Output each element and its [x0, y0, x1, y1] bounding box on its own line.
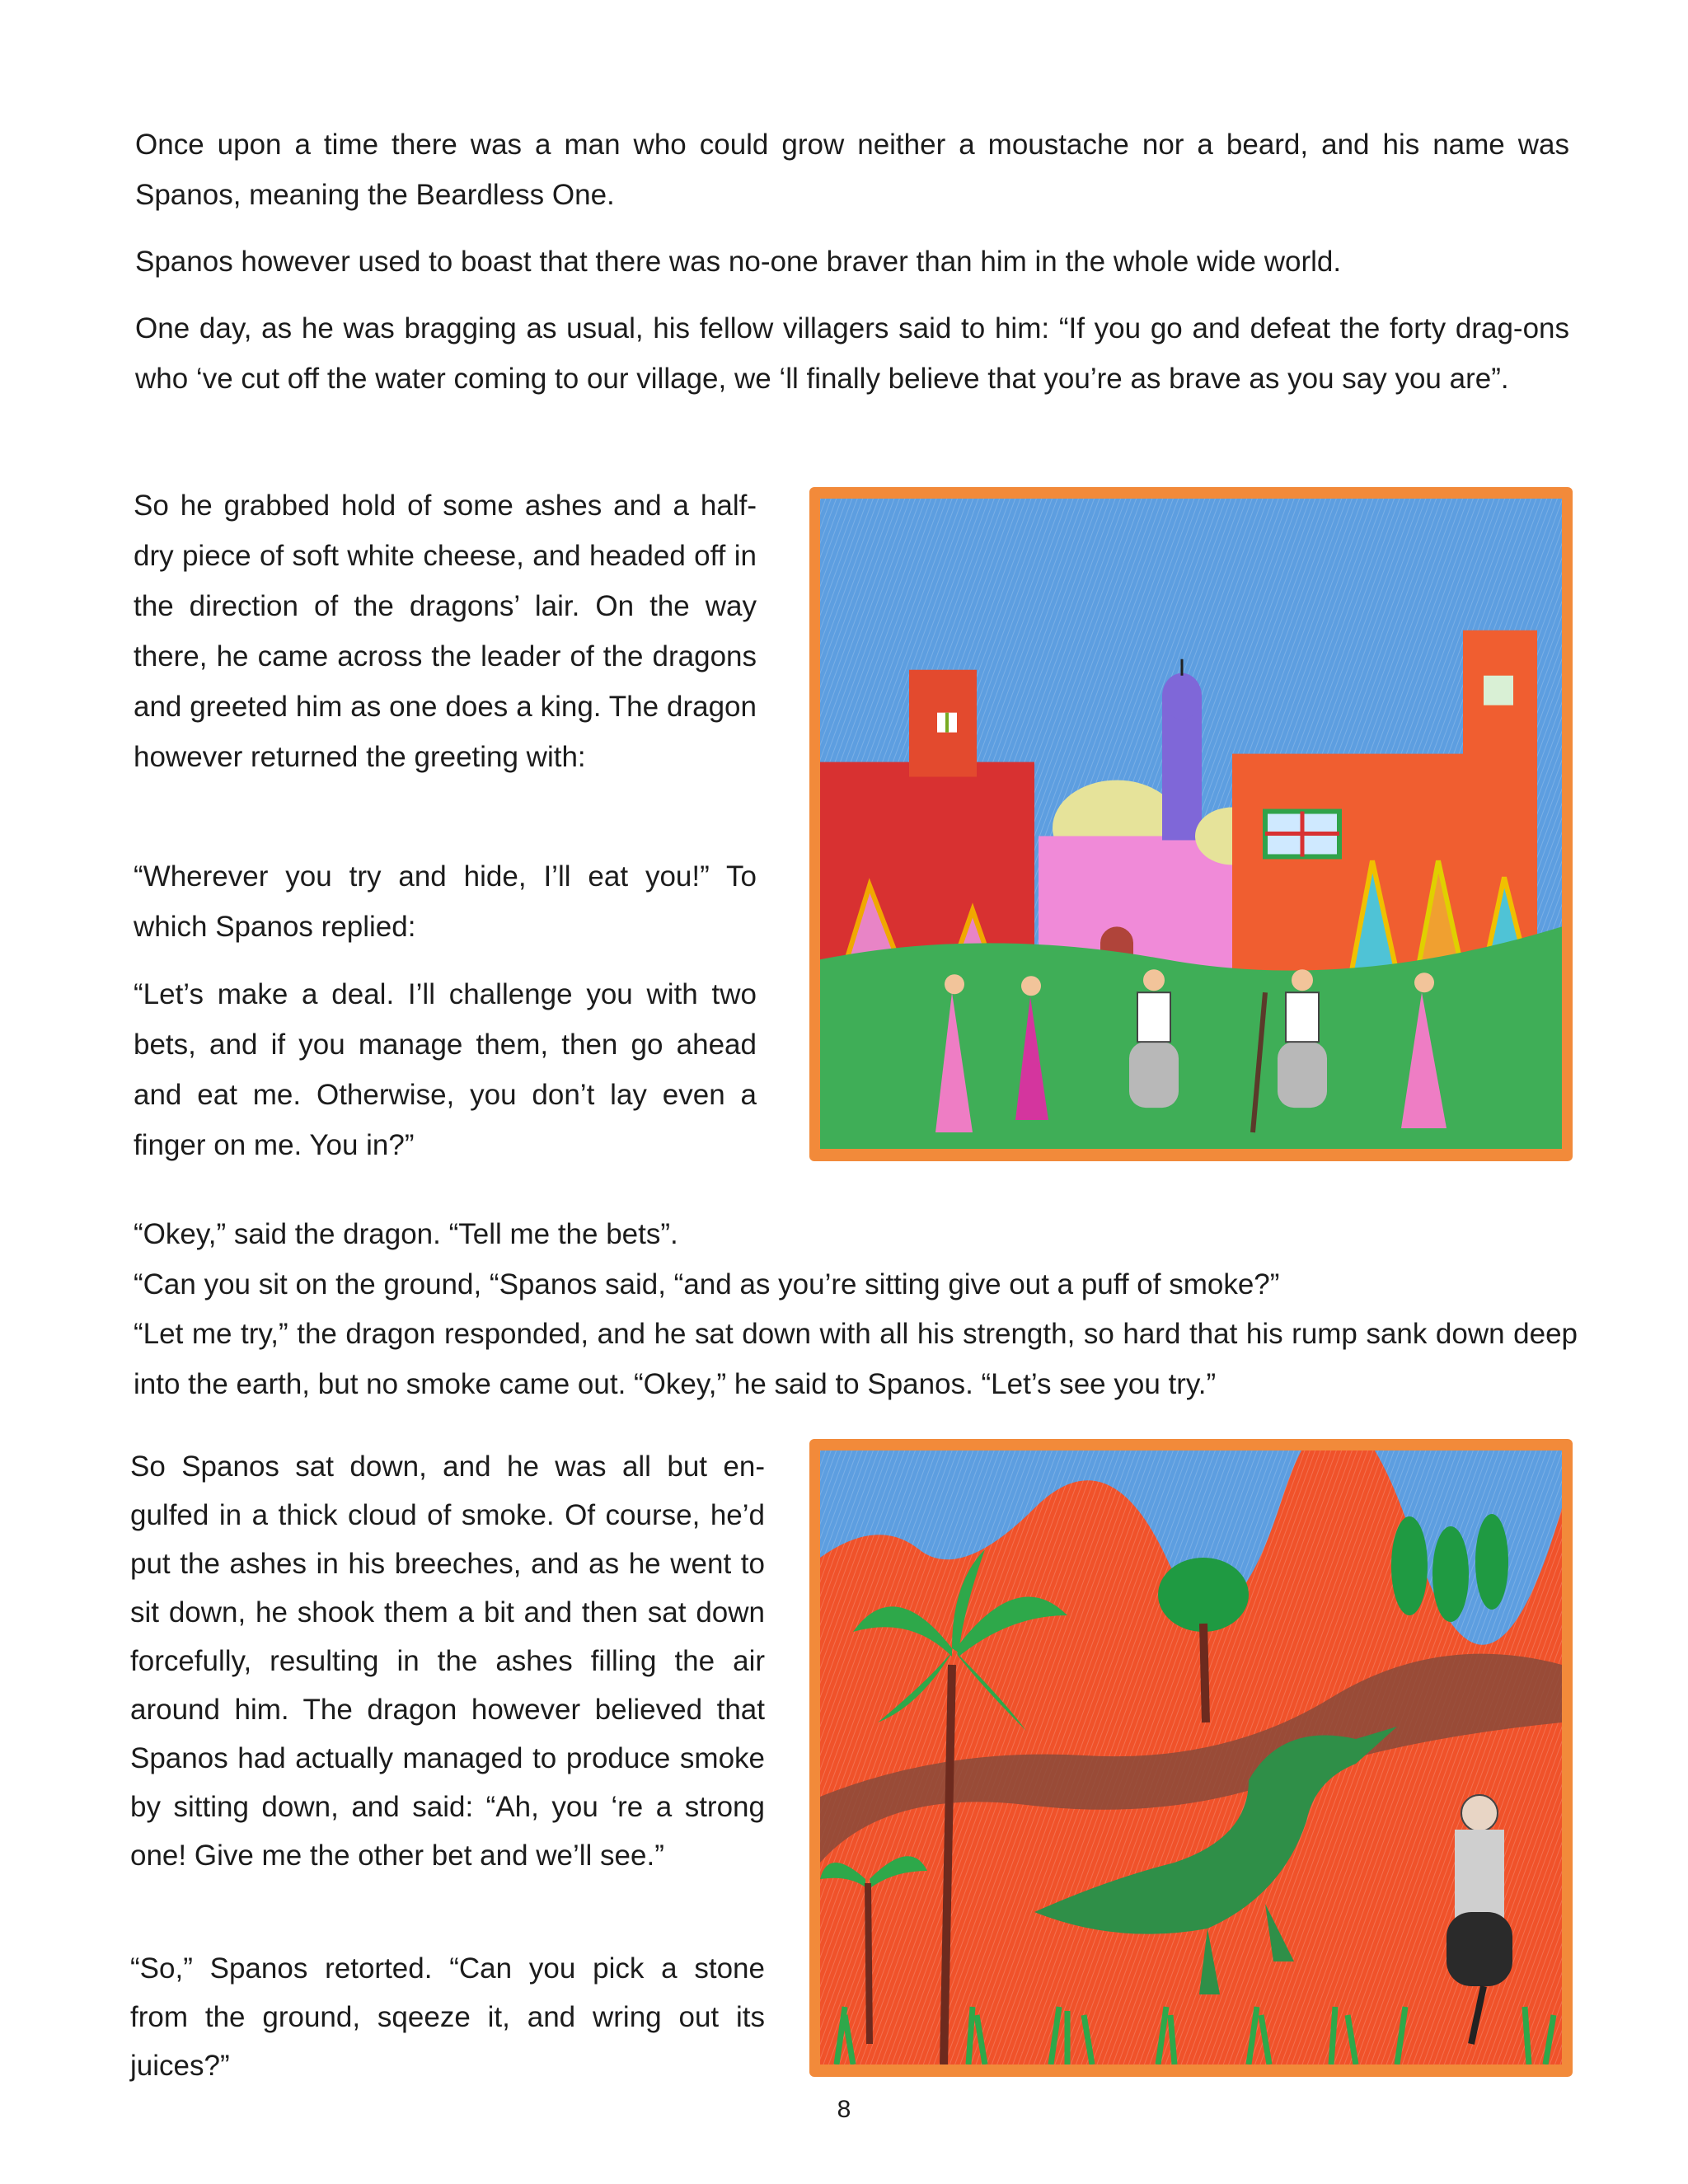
page-number: 8	[837, 2096, 851, 2123]
village-illustration-frame	[809, 487, 1573, 1161]
paragraph-10: So Spanos sat down, and he was all but en-gulfed in a thick cloud of smoke. Of course, he’d put the ashes in his breeches, and as he went to sit down, he shook them a bit and then sat down forcefully, resulting in the ashes filling the air around him. The dragon however believed that Spanos had actually managed to produce smoke by sitting down, and said: “Ah, you ‘re a strong one! Give me the other bet and we’ll see.”	[130, 1451, 765, 1872]
paragraph-8: “Can you sit on the ground, “Spanos said, “and as you’re sitting give out a puff of smoke?”	[134, 1268, 1280, 1301]
paragraph-6: “Let’s make a deal. I’ll challenge you with two bets, and if you manage them, then go ahead and eat me. Otherwise, you don’t lay even a finger on me. You in?”	[134, 978, 757, 1161]
paragraph-1: Once upon a time there was a man who could grow neither a moustache nor a beard, and his name was Spanos, meaning the Beardless One.	[135, 129, 1569, 211]
paragraph-4: So he grabbed hold of some ashes and a half-dry piece of soft white cheese, and headed off in the direction of the dragons’ lair. On the way there, he came across the leader of the dragons and greeted him as one does a king. The dragon however returned the greeting with:	[134, 490, 757, 773]
village-illustration	[820, 499, 1562, 1149]
dragon-illustration	[820, 1451, 1562, 2064]
dragon-illustration-frame	[809, 1439, 1573, 2077]
paragraph-11: “So,” Spanos retorted. “Can you pick a stone from the ground, sqeeze it, and wring out its juices?”	[130, 1952, 765, 2082]
paragraph-2: Spanos however used to boast that there was no-one braver than him in the whole wide world.	[135, 246, 1342, 278]
paragraph-3: One day, as he was bragging as usual, his fellow villagers said to him: “If you go and defeat the forty drag-ons who ‘ve cut off the water coming to our village, we ‘ll finally believe that you’re as brave as you say you are”.	[135, 312, 1569, 395]
paragraph-9: “Let me try,” the dragon responded, and he sat down with all his strength, so hard that his rump sank down deep into the earth, but no smoke came out. “Okey,” he said to Spanos. “Let’s see you try.”	[134, 1318, 1578, 1400]
paragraph-5: “Wherever you try and hide, I’ll eat you!” To which Spanos replied:	[134, 860, 757, 943]
paragraph-7: “Okey,” said the dragon. “Tell me the bets”.	[134, 1218, 678, 1250]
